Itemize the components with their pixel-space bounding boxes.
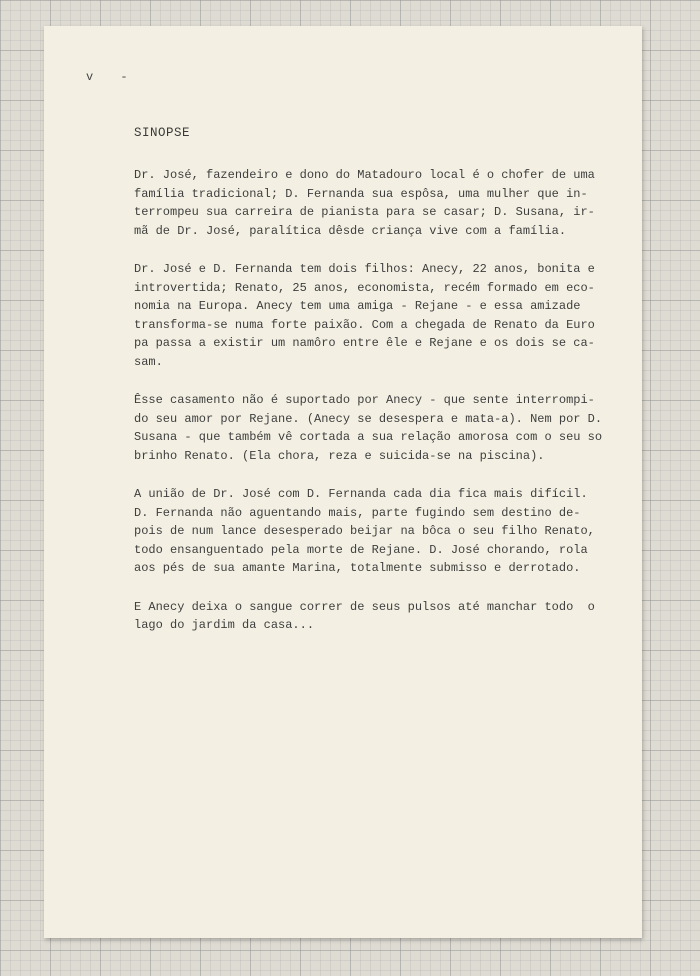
text-line: todo ensanguentado pela morte de Rejane. D. José chorando, rola: [134, 542, 588, 557]
paragraph-1: [134, 166, 614, 240]
text-line: aos pés de sua amante Marina, totalmente submisso e derrotado.: [134, 561, 581, 575]
text-line: Dr. José e D. Fernanda tem dois filhos: Anecy, 22 anos, bonita e: [134, 262, 595, 276]
text-line: Susana - que também vê cortada a sua relação amorosa com o seu so: [134, 430, 603, 444]
text-line: Dr. José, fazendeiro e dono do Matadouro local é o chofer de uma: [134, 168, 595, 182]
paragraph-4: [134, 485, 614, 578]
text-line: D. Fernanda não aguentando mais, parte fugindo sem destino de-: [134, 505, 581, 520]
synopsis-body: [134, 166, 614, 655]
text-line: família tradicional; D. Fernanda sua espôsa, uma mulher que in-: [134, 186, 588, 201]
text-line: pois de num lance desesperado beijar na bôca o seu filho Renato,: [134, 524, 595, 538]
text-line: introvertida; Renato, 25 anos, economista, recém formado em eco-: [134, 280, 595, 295]
text-line: Êsse casamento não é suportado por Anecy - que sente interrompi-: [134, 393, 595, 407]
text-line: sam.: [134, 354, 163, 369]
text-line: transforma-se numa forte paixão. Com a chegada de Renato da Euro: [134, 317, 595, 332]
text-line: mã de Dr. José, paralítica dêsde criança vive com a família.: [134, 223, 567, 238]
text-line: A união de Dr. José com D. Fernanda cada dia fica mais difícil.: [134, 487, 588, 501]
text-line: E Anecy deixa o sangue correr de seus pulsos até manchar todo o: [134, 599, 595, 614]
corner-marks: v -: [86, 70, 138, 84]
paragraph-3: [134, 391, 614, 465]
text-line: terrompeu sua carreira de pianista para se casar; D. Susana, ir-: [134, 205, 595, 219]
text-line: do seu amor por Rejane. (Anecy se desespera e mata-a). Nem por D.: [134, 411, 603, 426]
text-line: pa passa a existir um namôro entre êle e Rejane e os dois se ca-: [134, 336, 595, 350]
document-title: SINOPSE: [134, 126, 191, 140]
text-line: brinho Renato. (Ela chora, reza e suicida-se na piscina).: [134, 448, 545, 463]
text-line: nomia na Europa. Anecy tem uma amiga - Rejane - e essa amizade: [134, 299, 581, 313]
paragraph-2: [134, 260, 614, 371]
paragraph-5: [134, 598, 614, 635]
text-line: lago do jardim da casa...: [134, 618, 315, 632]
typed-page: [44, 26, 642, 938]
